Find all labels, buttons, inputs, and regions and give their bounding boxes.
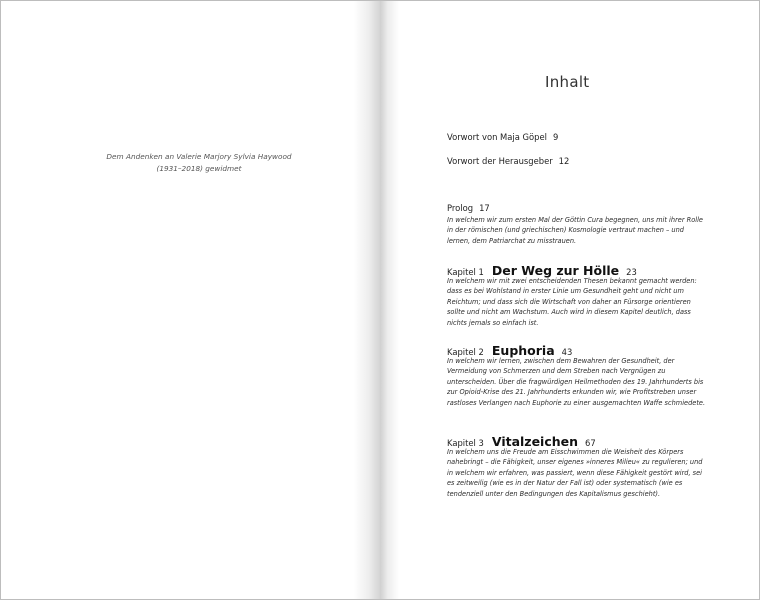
chapter-title: Der Weg zur Hölle: [491, 263, 620, 278]
toc-entry-page: 17: [479, 203, 490, 213]
chapter-number: Kapitel 1: [447, 267, 484, 277]
toc-title: Inhalt: [545, 73, 590, 91]
chapter-title: Vitalzeichen: [491, 434, 579, 449]
toc-entry-foreword: [447, 132, 558, 142]
chapter-number: Kapitel 3: [447, 438, 484, 448]
toc-entry-prolog: [447, 203, 490, 213]
chapter-3-description: In welchem uns die Freude am Eisschwimmen die Weisheit des Körpers nahebringt – die Fähigkeit, unser eigenes »inneres Milieu« zu regulieren; und in welchem wir erfahren, was passiert, wenn diese Fähigkeit gestört wird, sei es zeitweilig (wie es in der Natur der Fall ist) oder systematisch (wie es tendenziell unter den Bedingungen des Kapitalismus geschieht).: [447, 448, 703, 498]
left-page: [1, 1, 380, 599]
dedication: Dem Andenken an Valerie Marjory Sylvia Haywood (1931–2018) gewidmet: [106, 152, 292, 173]
toc-entry-page: 9: [552, 132, 559, 142]
chapter-number: Kapitel 2: [447, 347, 484, 357]
chapter-1-description: In welchem wir mit zwei entscheidenden Thesen bekannt gemacht werden: dass es bei Wohlstand in erster Linie um Gesundheit geht und nicht um Reichtum; und dass sich die Wirtschaft von daher an Fürsorge orientieren sollte und nicht am Wachstum. Auch wird in diesem Kapitel deutlich, dass nichts jemals so einfach ist.: [447, 277, 697, 327]
chapter-page: 67: [585, 438, 596, 448]
chapter-page: 43: [561, 347, 573, 357]
chapter-2-description: In welchem wir lernen, zwischen dem Bewahren der Gesundheit, der Vermeidung von Schmerzen und dem Streben nach Vergnügen zu unterscheiden. Über die fragwürdigen Heilmethoden des 19. Jahrhunderts bis zur Opioid-Krise des 21. Jahrhunderts erkunden wir, wie Profitstreben unser rastloses Verlangen nach Euphorie zu einer ausgemachten Waffe schmiedete.: [447, 357, 706, 407]
toc-entry-label: Vorwort der Herausgeber: [447, 156, 553, 166]
chapter-title: Euphoria: [491, 343, 555, 358]
chapter-page: 23: [626, 267, 637, 277]
toc-entry-page: 12: [558, 156, 570, 166]
prolog-description: In welchem wir zum ersten Mal der Göttin Cura begegnen, uns mit ihrer Rolle in der römischen (und griechischen) Kosmologie vertraut machen – und lernen, dem Patriarchat zu misstrauen.: [447, 216, 703, 245]
toc-entry-label: Vorwort von Maja Göpel: [447, 132, 547, 142]
toc-entry-label: Prolog: [447, 203, 474, 213]
toc-entry-editors-foreword: [447, 156, 569, 166]
